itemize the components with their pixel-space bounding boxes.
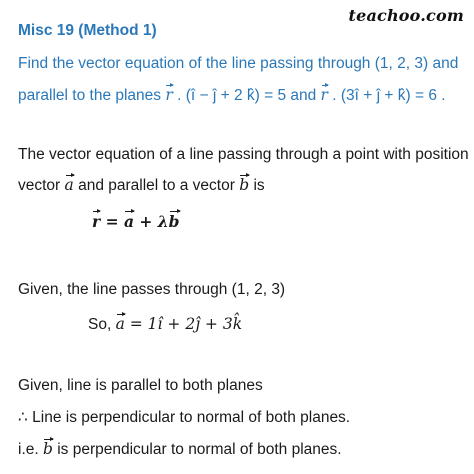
vector-b-symbol: b: [168, 212, 180, 231]
given-parallel-line: [18, 377, 263, 395]
point-vector-equation: [88, 315, 242, 334]
intro-line-1: [18, 146, 469, 164]
question-line-2: [18, 86, 446, 105]
question-text-1: Find the vector equation of the line passing through (1, 2, 3) and: [18, 55, 459, 72]
perpendicular-text: ∴ Line is perpendicular to normal of both planes.: [18, 409, 351, 426]
vector-b-symbol: b: [239, 176, 250, 194]
intro-text-2-mid: and parallel to a vector: [73, 177, 240, 194]
b-perpendicular-line: [18, 440, 342, 459]
vector-a-symbol: a: [64, 176, 74, 194]
intro-line-2: [18, 176, 265, 195]
vector-b-symbol: b: [42, 440, 53, 458]
equals-sign: =: [100, 212, 124, 231]
intro-text-1: The vector equation of a line passing through a point with position: [18, 146, 469, 163]
given-parallel-text: Given, line is parallel to both planes: [18, 377, 263, 394]
line-vector-equation: [92, 212, 180, 231]
so-label: So,: [88, 316, 116, 333]
b-perpendicular-text: is perpendicular to normal of both planes.: [52, 441, 342, 458]
page-title: Misc 19 (Method 1): [18, 22, 157, 39]
teachoo-watermark: teachoo.com: [348, 6, 464, 25]
ie-prefix: i.e.: [18, 441, 43, 458]
plus-lambda: + λ: [134, 212, 169, 231]
given-point-line: [18, 281, 285, 299]
intro-text-2-suffix: is: [249, 177, 265, 194]
vector-a-symbol: a: [115, 315, 125, 333]
vector-r-symbol: r: [92, 212, 101, 231]
vector-a-symbol: a: [123, 212, 134, 231]
point-vector-value: = 1î + 2ĵ + 3k̂: [124, 315, 243, 333]
given-point-text: Given, the line passes through (1, 2, 3): [18, 281, 286, 298]
vector-r-symbol: r: [165, 86, 173, 104]
question-text-2-prefix: parallel to the planes: [18, 87, 166, 104]
plane-2-equation: . (3î + ĵ + k̂) = 6 .: [327, 87, 446, 104]
perpendicular-line: [18, 408, 350, 427]
intro-text-2-prefix: vector: [18, 177, 65, 194]
plane-1-equation: . (î − ĵ + 2 k̂) = 5 and: [172, 87, 321, 104]
vector-r-symbol: r: [320, 86, 328, 104]
question-line-1: [18, 55, 458, 73]
